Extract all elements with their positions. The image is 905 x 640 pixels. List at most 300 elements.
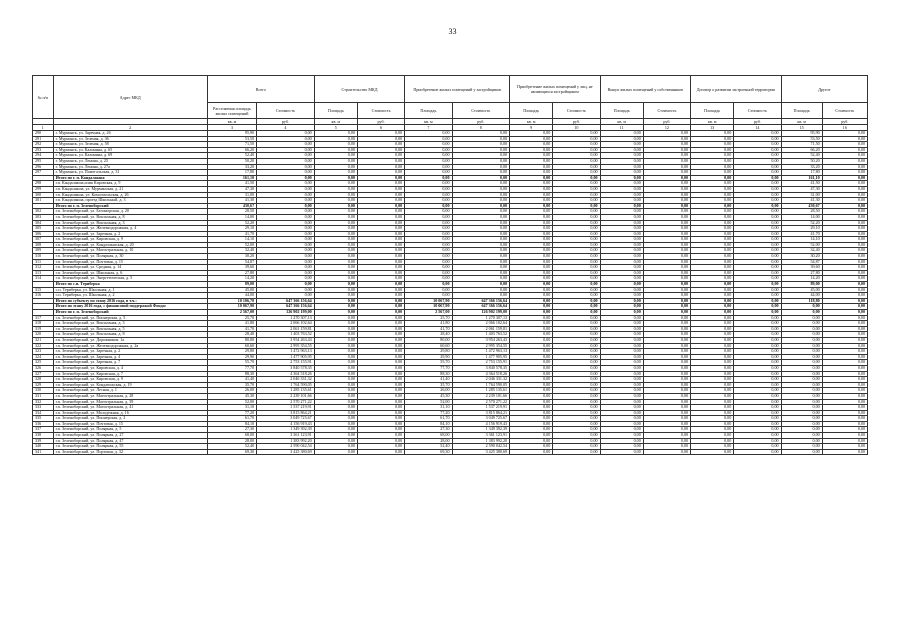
value-cell: 0,00 [600, 393, 643, 399]
unit-area: кв. м [691, 119, 734, 125]
value-cell: 0,00 [643, 181, 690, 187]
value-cell: 0,00 [600, 349, 643, 355]
value-cell: 0,00 [643, 158, 690, 164]
value-cell: 0,00 [600, 270, 643, 276]
value-cell: 0,00 [822, 147, 867, 153]
value-cell: 0,00 [314, 270, 357, 276]
value-cell: 84,10 [405, 421, 452, 427]
value-cell: 0,00 [643, 209, 690, 215]
value-cell: 0,00 [553, 349, 600, 355]
column-number: 5 [314, 125, 357, 131]
value-cell: 0,00 [452, 147, 510, 153]
row-number: 291 [33, 136, 54, 142]
row-number: 328 [33, 377, 54, 383]
value-cell: 0,00 [257, 276, 315, 282]
value-cell: 0,00 [357, 293, 404, 299]
unit-cost: руб. [357, 119, 404, 125]
value-cell: 0,00 [643, 153, 690, 159]
unit-cost: руб. [822, 119, 867, 125]
value-cell: 41,40 [207, 377, 256, 383]
value-cell: 0,00 [405, 142, 452, 148]
value-cell: 0,00 [734, 360, 781, 366]
value-cell: 0,00 [734, 270, 781, 276]
value-cell: 0,00 [357, 382, 404, 388]
value-cell: 0,00 [643, 237, 690, 243]
value-cell: 0,00 [600, 158, 643, 164]
value-cell: 0,00 [734, 254, 781, 260]
value-cell: 0,00 [691, 365, 734, 371]
value-cell: 0,00 [822, 186, 867, 192]
subheader-cost: Стоимость [822, 103, 867, 119]
value-cell: 26,00 [207, 388, 256, 394]
value-cell: 0,00 [781, 310, 822, 316]
address-cell: с.п. Териберка, ул. Школьная, д. 1 [53, 287, 207, 293]
row-number: 321 [33, 337, 54, 343]
value-cell: 2 239 101,66 [452, 393, 510, 399]
value-cell: 0,00 [553, 315, 600, 321]
value-cell: 0,00 [553, 242, 600, 248]
value-cell: 0,00 [357, 214, 404, 220]
value-cell: 2 753 155,91 [452, 360, 510, 366]
value-cell: 0,00 [822, 270, 867, 276]
value-cell: 0,00 [405, 287, 452, 293]
value-cell: 0,00 [822, 192, 867, 198]
value-cell: 0,00 [257, 142, 315, 148]
row-number: 334 [33, 410, 54, 416]
value-cell: 0,00 [357, 377, 404, 383]
value-cell: 0,00 [314, 427, 357, 433]
value-cell: 0,00 [553, 192, 600, 198]
value-cell: 0,00 [643, 382, 690, 388]
row-number: 333 [33, 405, 54, 411]
value-cell: 2 046 331,32 [257, 377, 315, 383]
value-cell: 0,00 [691, 354, 734, 360]
value-cell: 0,00 [734, 377, 781, 383]
value-cell: 0,00 [734, 131, 781, 137]
value-cell: 0,00 [405, 186, 452, 192]
value-cell: 32,40 [781, 248, 822, 254]
value-cell: 0,00 [314, 293, 357, 299]
value-cell: 0,00 [781, 365, 822, 371]
row-number: 302 [33, 209, 54, 215]
value-cell: 0,00 [781, 449, 822, 455]
value-cell: 0,00 [643, 427, 690, 433]
value-cell: 0,00 [691, 326, 734, 332]
value-cell: 0,00 [452, 226, 510, 232]
value-cell: 0,00 [781, 427, 822, 433]
value-cell: 31,10 [405, 405, 452, 411]
row-number: 340 [33, 444, 54, 450]
value-cell: 0,00 [643, 214, 690, 220]
value-cell: 0,00 [822, 214, 867, 220]
value-cell: 45,00 [207, 287, 256, 293]
address-cell: Итого по г. п. Кандалакша [53, 175, 207, 181]
value-cell: 0,00 [357, 304, 404, 310]
value-cell: 0,00 [600, 198, 643, 204]
value-cell: 0,00 [257, 214, 315, 220]
value-cell: 52,40 [207, 153, 256, 159]
value-cell: 39,60 [781, 265, 822, 271]
value-cell: 0,00 [510, 248, 553, 254]
value-cell: 1 764 590,05 [257, 382, 315, 388]
value-cell: 0,00 [822, 158, 867, 164]
value-cell: 0,00 [691, 170, 734, 176]
value-cell: 0,00 [357, 427, 404, 433]
value-cell: 52,40 [781, 153, 822, 159]
value-cell: 0,00 [357, 209, 404, 215]
value-cell: 0,00 [643, 259, 690, 265]
value-cell: 0,00 [691, 304, 734, 310]
value-cell: 53,50 [781, 136, 822, 142]
value-cell: 0,00 [553, 198, 600, 204]
column-number: 10 [553, 125, 600, 131]
address-cell: г.п. Зеленоборский, ул. Кондапожская, д. 19 [53, 382, 207, 388]
value-cell: 0,00 [510, 136, 553, 142]
value-cell: 41,50 [781, 181, 822, 187]
value-cell: 0,00 [452, 265, 510, 271]
value-cell: 0,00 [357, 421, 404, 427]
value-cell: 0,00 [822, 242, 867, 248]
value-cell: 0,00 [822, 405, 867, 411]
value-cell: 0,00 [452, 276, 510, 282]
row-number: 315 [33, 287, 54, 293]
value-cell: 0,00 [643, 198, 690, 204]
value-cell: 0,00 [822, 175, 867, 181]
value-cell: 0,00 [452, 254, 510, 260]
value-cell: 88,30 [207, 371, 256, 377]
value-cell: 0,00 [691, 265, 734, 271]
value-cell: 0,00 [314, 287, 357, 293]
value-cell: 0,00 [510, 192, 553, 198]
address-cell: Итого по этапу 2016 года, с финансовой поддержкой Фонда: [53, 304, 207, 310]
value-cell: 0,00 [822, 209, 867, 215]
value-cell: 0,00 [734, 282, 781, 288]
address-cell: г.п. Зеленоборский, ул. Кандалакшская, д. 20 [53, 242, 207, 248]
value-cell: 0,00 [691, 226, 734, 232]
value-cell: 0,00 [734, 293, 781, 299]
column-number: 4 [257, 125, 315, 131]
value-cell: 0,00 [600, 421, 643, 427]
value-cell: 0,00 [452, 186, 510, 192]
value-cell: 0,00 [357, 410, 404, 416]
address-cell: г. Мурманск, ул. Ленина, д. 27а [53, 164, 207, 170]
column-number: 11 [600, 125, 643, 131]
value-cell: 0,00 [452, 181, 510, 187]
value-cell: 0,00 [643, 399, 690, 405]
value-cell: 0,00 [405, 226, 452, 232]
value-cell: 0,00 [600, 410, 643, 416]
value-cell: 0,00 [734, 326, 781, 332]
value-cell: 2 590 042,54 [257, 444, 315, 450]
value-cell: 0,00 [781, 410, 822, 416]
value-cell: 0,00 [643, 416, 690, 422]
value-cell: 0,00 [357, 198, 404, 204]
row-number: 299 [33, 186, 54, 192]
value-cell: 0,00 [600, 265, 643, 271]
value-cell: 0,00 [734, 405, 781, 411]
value-cell: 0,00 [822, 410, 867, 416]
value-cell: 0,00 [691, 405, 734, 411]
value-cell: 0,00 [691, 164, 734, 170]
address-cell: г.п. Зеленоборский, ул. Кировская, д. 7 [53, 371, 207, 377]
value-cell: 0,00 [553, 399, 600, 405]
value-cell: 0,00 [405, 209, 452, 215]
value-cell: 161,10 [781, 175, 822, 181]
address-cell: г.п. Зеленоборский, ул. Кировская, д. 4 [53, 365, 207, 371]
value-cell: 0,00 [781, 377, 822, 383]
value-cell: 0,00 [691, 298, 734, 304]
value-cell: 0,00 [257, 231, 315, 237]
value-cell: 0,00 [691, 214, 734, 220]
value-cell: 0,00 [405, 192, 452, 198]
value-cell: 0,00 [600, 254, 643, 260]
value-cell: 0,00 [314, 405, 357, 411]
value-cell: 0,00 [314, 416, 357, 422]
value-cell: 0,00 [357, 220, 404, 226]
value-cell: 0,00 [553, 181, 600, 187]
address-cell: г. Мурманск, ул. Ленина, д. 25 [53, 158, 207, 164]
row-number: 308 [33, 242, 54, 248]
value-cell: 0,00 [600, 427, 643, 433]
value-cell: 0,00 [510, 170, 553, 176]
address-cell: г. Мурманск, ул. Зеленая, д. 58 [53, 142, 207, 148]
value-cell: 0,00 [691, 382, 734, 388]
value-cell: 0,00 [314, 449, 357, 455]
value-cell: 0,00 [357, 203, 404, 209]
value-cell: 54,87 [781, 259, 822, 265]
value-cell: 0,00 [510, 371, 553, 377]
value-cell: 0,00 [643, 304, 690, 310]
value-cell: 0,00 [357, 164, 404, 170]
subheader-area: Площадь [314, 103, 357, 119]
value-cell: 0,00 [600, 248, 643, 254]
address-cell: г.п. Зеленоборский, ул. Пионерская, д. 5 [53, 315, 207, 321]
value-cell: 29,80 [207, 349, 256, 355]
value-cell: 0,00 [314, 158, 357, 164]
header-no: № п/п [33, 76, 54, 119]
value-cell: 0,00 [734, 220, 781, 226]
value-cell: 0,00 [510, 282, 553, 288]
value-cell: 0,00 [691, 254, 734, 260]
value-cell: 0,00 [510, 393, 553, 399]
unit-area: кв. м [405, 119, 452, 125]
subheader-area: Площадь [781, 103, 822, 119]
value-cell: 29,90 [207, 354, 256, 360]
address-cell: г.п. Зеленоборский, ул. Заречная, д. 4 [53, 354, 207, 360]
value-cell: 0,00 [734, 198, 781, 204]
value-cell: 0,00 [553, 298, 600, 304]
value-cell: 0,00 [553, 203, 600, 209]
value-cell: 0,00 [822, 136, 867, 142]
value-cell: 0,00 [314, 326, 357, 332]
value-cell: 0,00 [643, 270, 690, 276]
value-cell: 0,00 [734, 421, 781, 427]
value-cell: 0,00 [734, 349, 781, 355]
value-cell: 0,00 [600, 276, 643, 282]
value-cell: 0,00 [314, 220, 357, 226]
value-cell: 2 066 102,64 [257, 321, 315, 327]
value-cell: 0,00 [553, 220, 600, 226]
value-cell: 0,00 [691, 231, 734, 237]
value-cell: 95,90 [781, 131, 822, 137]
value-cell: 0,00 [600, 237, 643, 243]
value-cell: 0,00 [553, 287, 600, 293]
row-number: 306 [33, 231, 54, 237]
value-cell: 0,00 [781, 421, 822, 427]
address-cell: г.п. Зеленоборский, ул. Полярная, д. 27 [53, 433, 207, 439]
value-cell: 0,00 [822, 388, 867, 394]
value-cell: 89,00 [781, 282, 822, 288]
address-cell: г.п. Зеленоборский, ул. Полярная, д. 55 [53, 444, 207, 450]
value-cell: 1 383 992,20 [257, 438, 315, 444]
value-cell: 0,00 [257, 259, 315, 265]
value-cell: 0,00 [257, 198, 315, 204]
value-cell: 0,00 [691, 186, 734, 192]
value-cell: 14,20 [207, 276, 256, 282]
value-cell: 0,00 [405, 181, 452, 187]
value-cell: 0,00 [781, 388, 822, 394]
value-cell: 0,00 [510, 209, 553, 215]
value-cell: 60,60 [207, 343, 256, 349]
value-cell: 0,00 [314, 242, 357, 248]
value-cell: 0,00 [357, 282, 404, 288]
value-cell: 0,00 [734, 181, 781, 187]
value-cell: 0,00 [314, 365, 357, 371]
value-cell: 33,20 [781, 164, 822, 170]
value-cell: 0,00 [553, 254, 600, 260]
address-cell: г.п. Зеленоборский, ул. Заречная, д. 2 [53, 231, 207, 237]
value-cell: 0,00 [357, 354, 404, 360]
value-cell: 0,00 [405, 175, 452, 181]
row-number: 304 [33, 220, 54, 226]
value-cell: 0,00 [314, 147, 357, 153]
row-number: 332 [33, 399, 54, 405]
value-cell: 0,00 [643, 147, 690, 153]
value-cell: 30,20 [781, 254, 822, 260]
value-cell: 0,00 [510, 405, 553, 411]
unit-area: кв. м [207, 119, 256, 125]
value-cell: 0,00 [691, 147, 734, 153]
value-cell: 0,00 [691, 343, 734, 349]
address-cell: г.п. Зеленоборский, ул. Беломорская, д. 20 [53, 209, 207, 215]
value-cell: 0,00 [405, 158, 452, 164]
value-cell: 0,00 [781, 444, 822, 450]
value-cell: 0,00 [691, 242, 734, 248]
value-cell: 0,00 [257, 293, 315, 299]
value-cell: 0,00 [452, 192, 510, 198]
value-cell: 0,00 [781, 337, 822, 343]
value-cell: 50,20 [207, 158, 256, 164]
header-buyout: Выкуп жилых помещений у собственников [600, 76, 690, 103]
value-cell: 0,00 [553, 276, 600, 282]
value-cell: 0,00 [314, 444, 357, 450]
value-cell: 0,00 [314, 282, 357, 288]
value-cell: 0,00 [643, 131, 690, 137]
value-cell: 0,00 [600, 365, 643, 371]
value-cell: 118,80 [781, 298, 822, 304]
value-cell: 0,00 [314, 438, 357, 444]
value-cell: 0,00 [257, 192, 315, 198]
value-cell: 31,00 [207, 192, 256, 198]
value-cell: 0,00 [510, 410, 553, 416]
address-cell: г. Мурманск, ул. Калинина, д. 69 [53, 153, 207, 159]
column-number: 2 [53, 125, 207, 131]
value-cell: 0,00 [553, 164, 600, 170]
address-cell: г. Мурманск, ул. Калинина, д. 65 [53, 147, 207, 153]
value-cell: 0,00 [314, 164, 357, 170]
value-cell: 0,00 [357, 433, 404, 439]
value-cell: 0,00 [510, 332, 553, 338]
value-cell: 0,00 [734, 388, 781, 394]
value-cell: 0,00 [734, 337, 781, 343]
address-cell: г.п. Зеленоборский, ул. Железнодорожная, д. 2а [53, 343, 207, 349]
value-cell: 0,00 [510, 181, 553, 187]
value-cell: 0,00 [643, 136, 690, 142]
value-cell: 0,00 [781, 354, 822, 360]
value-cell: 0,00 [510, 365, 553, 371]
value-cell: 0,00 [452, 209, 510, 215]
value-cell: 1 270 307,13 [452, 315, 510, 321]
column-number: 12 [643, 125, 690, 131]
column-number: 9 [510, 125, 553, 131]
value-cell: 0,00 [405, 164, 452, 170]
value-cell: 0,00 [510, 293, 553, 299]
value-cell: 0,00 [734, 365, 781, 371]
value-cell: 0,00 [691, 198, 734, 204]
value-cell: 0,00 [734, 186, 781, 192]
value-cell: 0,00 [510, 326, 553, 332]
value-cell: 0,00 [734, 449, 781, 455]
value-cell: 0,00 [314, 371, 357, 377]
value-cell: 2 995 354,55 [452, 343, 510, 349]
value-cell: 0,00 [600, 433, 643, 439]
value-cell: 10 067,90 [405, 304, 452, 310]
value-cell: 0,00 [734, 136, 781, 142]
value-cell: 45,30 [207, 393, 256, 399]
value-cell: 0,00 [643, 254, 690, 260]
address-cell: г.п. Зеленоборский, ул. Школьная, д. 6 [53, 270, 207, 276]
value-cell: 0,00 [357, 343, 404, 349]
value-cell: 0,00 [257, 181, 315, 187]
value-cell: 27,30 [405, 427, 452, 433]
address-cell: г.п. Зеленоборский, ул. Почтовая, д. 15 [53, 421, 207, 427]
value-cell: 0,00 [691, 142, 734, 148]
value-cell: 0,00 [553, 343, 600, 349]
value-cell: 0,00 [553, 410, 600, 416]
row-number: 323 [33, 349, 54, 355]
value-cell: 2 061 159,81 [257, 326, 315, 332]
value-cell: 0,00 [643, 203, 690, 209]
value-cell: 0,00 [600, 131, 643, 137]
value-cell: 0,00 [822, 393, 867, 399]
value-cell: 0,00 [314, 360, 357, 366]
value-cell: 0,00 [600, 142, 643, 148]
value-cell: 0,00 [643, 444, 690, 450]
value-cell: 0,00 [643, 248, 690, 254]
address-cell: г.п. Зеленоборский, ул. Средняя, д. 14 [53, 265, 207, 271]
value-cell: 0,00 [822, 142, 867, 148]
value-cell: 0,00 [314, 332, 357, 338]
row-number: 294 [33, 153, 54, 159]
value-cell: 0,00 [405, 170, 452, 176]
value-cell: 0,00 [643, 242, 690, 248]
value-cell: 0,00 [314, 198, 357, 204]
value-cell: 2 061 159,81 [452, 326, 510, 332]
unit-area: кв. м [781, 119, 822, 125]
value-cell: 1 472 963,13 [257, 349, 315, 355]
value-cell: 0,00 [734, 265, 781, 271]
value-cell: 0,00 [553, 231, 600, 237]
